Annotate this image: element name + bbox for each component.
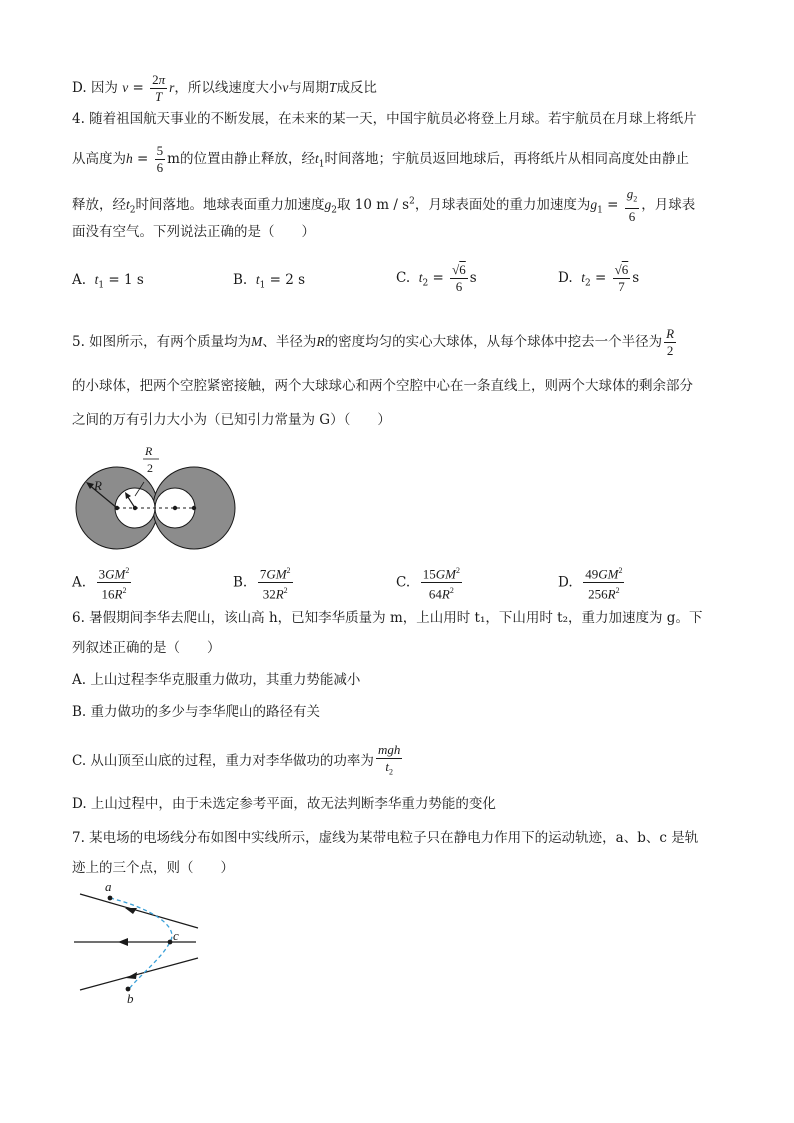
q4-stem-line3: 释放，经$t_2$时间落地。地球表面重力加速度$g_2$取 10 m / $s^2$，月球表面处的重力加速度为$g_1$ = $\frac{g_2}{6}$ ，月球表 bbox=[72, 186, 696, 224]
q6-option-d[interactable]: D. 上山过程中，由于未选定参考平面，故无法判断李华重力势能的变化 bbox=[72, 796, 496, 812]
label-c: c bbox=[173, 928, 179, 943]
q6-option-b[interactable]: B. 重力做功的多少与李华爬山的路径有关 bbox=[72, 704, 321, 720]
field-line-bottom-arrow bbox=[126, 972, 137, 979]
q6-option-a[interactable]: A. 上山过程李华克服重力做功，其重力势能减小 bbox=[72, 672, 361, 688]
formula-v: v bbox=[122, 80, 129, 95]
q5-stem-line2: 的小球体，把两个空腔紧密接触，两个大球球心和两个空腔中心在一条直线上，则两个大球体的剩余部分 bbox=[72, 378, 693, 394]
q5-stem-line1: 5. 如图所示，有两个质量均为M、半径为R的密度均匀的实心大球体，从每个球体中挖去一个半径为 $\frac{R}{2}$ bbox=[72, 326, 675, 358]
q5-option-b[interactable]: B. $\frac{7GM^2}{32R^2}$ bbox=[233, 566, 291, 602]
q6-stem-line2: 列叙述正确的是（ ） bbox=[72, 640, 221, 656]
q5-option-a[interactable]: A. $\frac{3GM^2}{16R^2}$ bbox=[72, 566, 130, 602]
q7-field-figure bbox=[70, 878, 210, 1008]
q7-stem-line1: 7. 某电场的电场线分布如图中实线所示，虚线为某带电粒子只在静电力作用下的运动轨迹，a、b、c 是轨 bbox=[72, 830, 699, 846]
q4-option-d[interactable]: D. $t_2$ = $\frac{√6}{7}$ s bbox=[558, 262, 640, 294]
label-b: b bbox=[127, 991, 134, 1006]
label-R2-num: R bbox=[145, 444, 153, 458]
field-line-middle-arrow bbox=[118, 938, 128, 946]
q6-stem-line1: 6. 暑假期间李华去爬山，该山高 h，已知李华质量为 m，上山用时 t₁，下山用时 t₂，重力加速度为 g。下 bbox=[72, 610, 703, 626]
q3-option-d[interactable]: D. 因为 v = $\frac{2\pi}{T}$ r，所以线速度大小v与周期T成反比 bbox=[72, 72, 377, 104]
field-line-top bbox=[80, 894, 198, 928]
q4-option-b[interactable]: B. $t_1 = 2$ s bbox=[233, 272, 306, 291]
q5-option-d[interactable]: D. $\frac{49GM^2}{256R^2}$ bbox=[558, 566, 623, 602]
label-R2-den: 2 bbox=[147, 461, 153, 475]
q4-stem-line4: 面没有空气。下列说法正确的是（ ） bbox=[72, 224, 315, 240]
q6-option-c[interactable]: C. 从山顶至山底的过程，重力对李华做功的功率为 $\frac{\text{mgh}}{t_2}$ bbox=[72, 742, 404, 781]
q4-stem-line1: 4. 随着祖国航天事业的不断发展，在未来的某一天，中国宇航员必将登上月球。若宇航员在月球上将纸片 bbox=[72, 111, 697, 127]
q5-option-c[interactable]: C. $\frac{15GM^2}{64R^2}$ bbox=[396, 566, 460, 602]
q4-option-c[interactable]: C. $t_2$ = $\frac{√6}{6}$ s bbox=[396, 262, 477, 294]
fraction-2pi-over-T: $\frac{2\pi}{T}$ bbox=[152, 72, 166, 104]
field-line-bottom bbox=[80, 958, 198, 990]
q5-stem-line3: 之间的万有引力大小为（已知引力常量为 G）（ ） bbox=[72, 412, 391, 428]
q4-option-a[interactable]: A. $t_1 = 1$ s bbox=[72, 272, 144, 291]
point-a bbox=[108, 896, 113, 901]
point-c bbox=[168, 940, 173, 945]
field-line-top-arrow bbox=[125, 908, 137, 914]
label-a: a bbox=[105, 879, 112, 894]
q5-spheres-figure bbox=[70, 442, 250, 562]
q7-stem-line2: 迹上的三个点，则（ ） bbox=[72, 860, 234, 876]
q4-stem-line2: 从高度为h = $\frac{5}{6}$ m的位置由静止释放，经$t_1$时间落地；宇航员返回地球后，再将纸片从相同高度处由静止 bbox=[72, 143, 689, 175]
label-R: R bbox=[94, 478, 102, 493]
